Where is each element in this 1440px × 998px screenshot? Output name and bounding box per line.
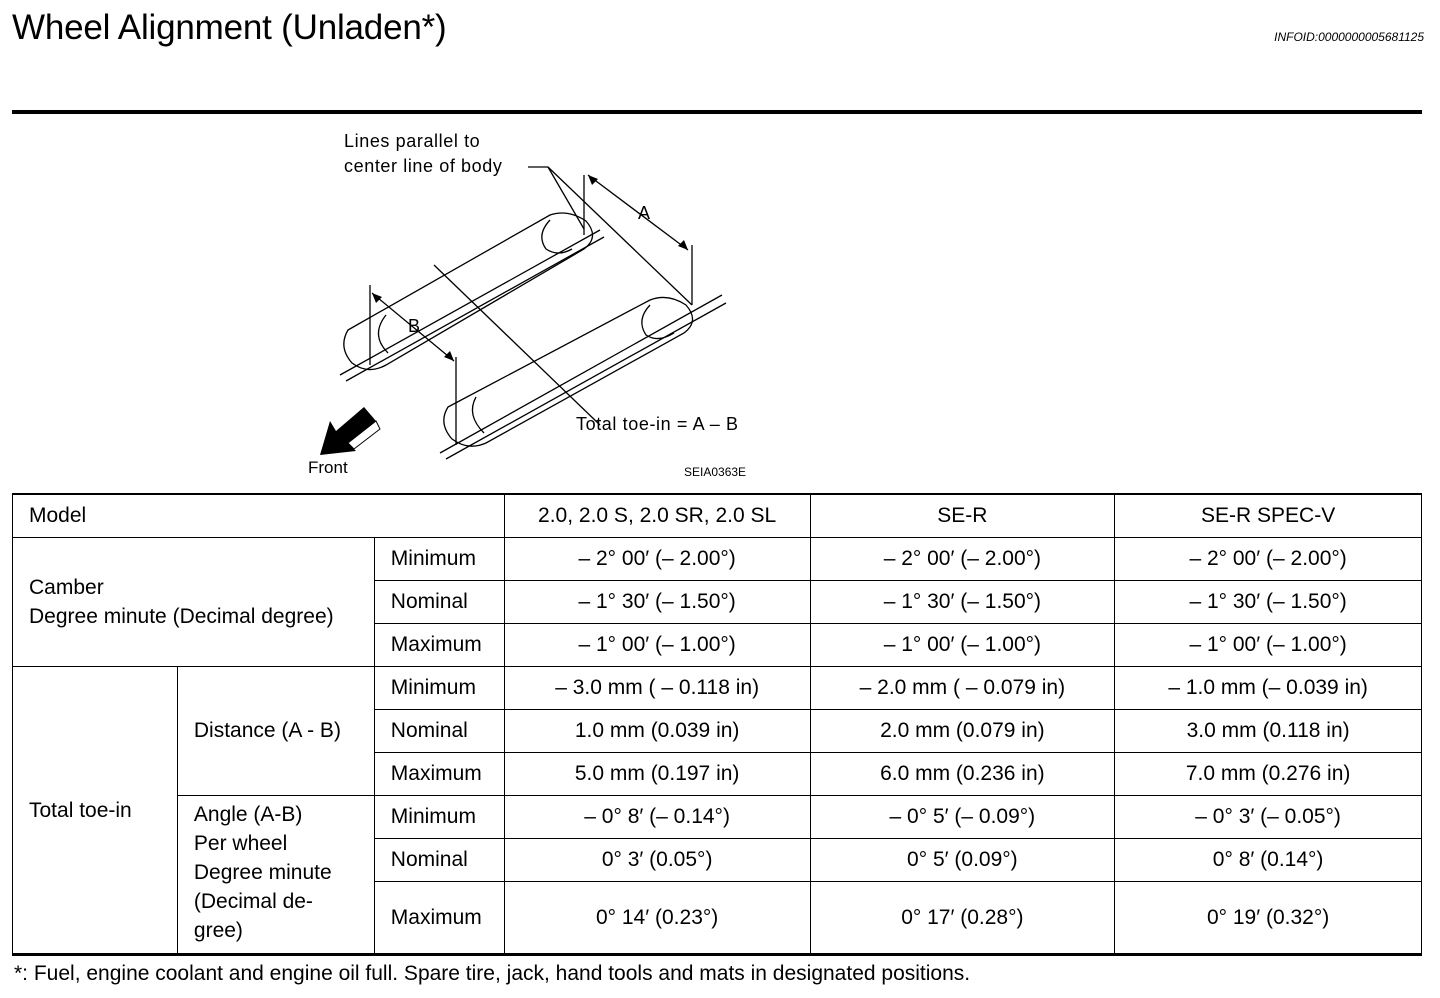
table-cell: 3.0 mm (0.118 in) xyxy=(1115,710,1422,753)
table-cell: – 1° 30′ (– 1.50°) xyxy=(810,581,1115,624)
model-name: SE-R xyxy=(810,494,1115,538)
table-cell: 0° 8′ (0.14°) xyxy=(1115,839,1422,882)
table-cell: – 0° 8′ (– 0.14°) xyxy=(504,796,810,839)
level-label: Nominal xyxy=(374,839,504,882)
level-label: Minimum xyxy=(374,796,504,839)
camber-unit: Degree minute (Decimal degree) xyxy=(29,605,334,628)
table-row xyxy=(13,538,1422,581)
level-label: Maximum xyxy=(374,753,504,796)
table-cell: – 1.0 mm (– 0.039 in) xyxy=(1115,667,1422,710)
total-toe-in-formula: Total toe-in = A – B xyxy=(576,414,739,434)
dimension-b-label: B xyxy=(408,316,421,336)
table-cell: – 1° 30′ (– 1.50°) xyxy=(504,581,810,624)
table-cell: 0° 5′ (0.09°) xyxy=(810,839,1115,882)
level-label: Nominal xyxy=(374,581,504,624)
angle-label-line: Degree minute xyxy=(193,861,332,884)
table-cell: 0° 14′ (0.23°) xyxy=(504,882,810,955)
table-cell: 6.0 mm (0.236 in) xyxy=(810,753,1115,796)
table-cell: – 1° 30′ (– 1.50°) xyxy=(1115,581,1422,624)
level-label: Minimum xyxy=(374,667,504,710)
table-row xyxy=(13,796,1422,839)
table-header-row xyxy=(13,494,1422,538)
model-header: Model xyxy=(13,494,505,538)
table-cell: 0° 3′ (0.05°) xyxy=(504,839,810,882)
angle-label-line: gree) xyxy=(193,919,243,942)
table-row xyxy=(13,667,1422,710)
page-title: Wheel Alignment (Unladen*) xyxy=(12,8,447,47)
angle-label xyxy=(177,796,374,955)
table-cell: – 2.0 mm ( – 0.079 in) xyxy=(810,667,1115,710)
table-cell: – 2° 00′ (– 2.00°) xyxy=(1115,538,1422,581)
wheel-alignment-table xyxy=(12,493,1422,955)
table-cell: – 2° 00′ (– 2.00°) xyxy=(810,538,1115,581)
header-rule xyxy=(12,110,1422,114)
table-cell: – 1° 00′ (– 1.00°) xyxy=(810,624,1115,667)
level-label: Nominal xyxy=(374,710,504,753)
table-cell: 2.0 mm (0.079 in) xyxy=(810,710,1115,753)
parallel-lines-label-1: Lines parallel to xyxy=(344,131,481,151)
parallel-lines-label-2: center line of body xyxy=(344,156,503,176)
model-name: SE-R SPEC-V xyxy=(1115,494,1422,538)
figure-code: SEIA0363E xyxy=(684,465,747,479)
total-toe-in-label: Total toe-in xyxy=(13,667,178,955)
level-label: Minimum xyxy=(374,538,504,581)
table-cell: 0° 19′ (0.32°) xyxy=(1115,882,1422,955)
angle-label-line: Per wheel xyxy=(193,832,288,855)
info-id: INFOID:0000000005681125 xyxy=(1274,30,1424,44)
footnote: *: Fuel, engine coolant and engine oil full. Spare tire, jack, hand tools and mats in designated positions. xyxy=(14,962,971,985)
table-cell: – 1° 00′ (– 1.00°) xyxy=(1115,624,1422,667)
table-cell: – 3.0 mm ( – 0.118 in) xyxy=(504,667,810,710)
dimension-a-label: A xyxy=(638,203,651,223)
table-cell: – 0° 5′ (– 0.09°) xyxy=(810,796,1115,839)
front-label: Front xyxy=(308,458,348,477)
table-cell: – 2° 00′ (– 2.00°) xyxy=(504,538,810,581)
angle-label-line: Angle (A-B) xyxy=(193,803,303,826)
model-name: 2.0, 2.0 S, 2.0 SR, 2.0 SL xyxy=(504,494,810,538)
camber-title: Camber xyxy=(29,576,104,599)
footer-rule xyxy=(12,953,1422,956)
table-cell: – 1° 00′ (– 1.00°) xyxy=(504,624,810,667)
level-label: Maximum xyxy=(374,624,504,667)
table-cell: – 0° 3′ (– 0.05°) xyxy=(1115,796,1422,839)
table-cell: 7.0 mm (0.276 in) xyxy=(1115,753,1422,796)
table-cell: 1.0 mm (0.039 in) xyxy=(504,710,810,753)
distance-label: Distance (A - B) xyxy=(177,667,374,796)
camber-label xyxy=(13,538,375,667)
table-cell: 5.0 mm (0.197 in) xyxy=(504,753,810,796)
alignment-diagram xyxy=(300,125,800,485)
table-cell: 0° 17′ (0.28°) xyxy=(810,882,1115,955)
level-label: Maximum xyxy=(374,882,504,955)
angle-label-line: (Decimal de- xyxy=(193,890,313,913)
